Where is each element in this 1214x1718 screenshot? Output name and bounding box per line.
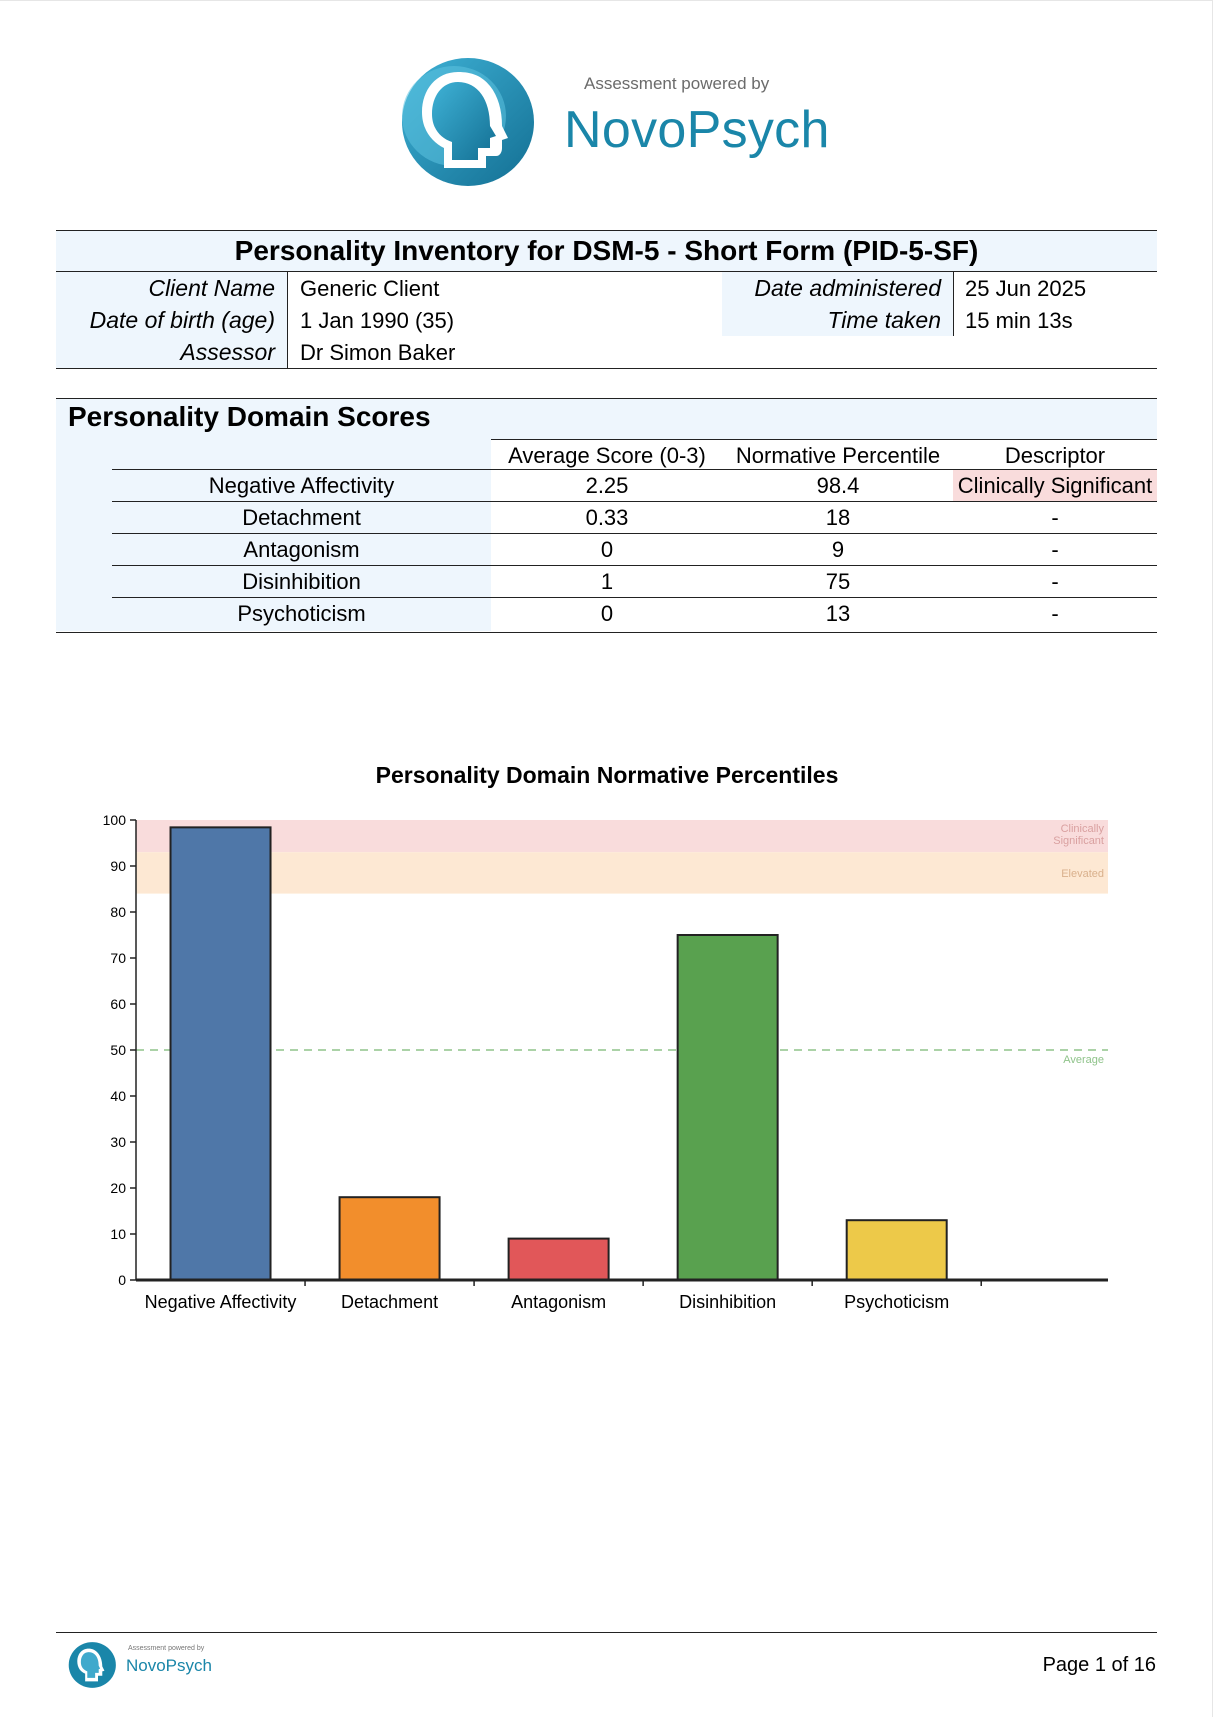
footer-brand: NovoPsych — [126, 1656, 212, 1675]
col-header-average: Average Score (0-3) — [508, 443, 706, 468]
band-label-clinical: Significant — [1053, 835, 1104, 847]
bar-disinhibition — [678, 935, 778, 1280]
cell-domain: Detachment — [242, 505, 361, 530]
cell-domain: Psychoticism — [237, 601, 366, 626]
x-tick-label: Antagonism — [511, 1292, 607, 1312]
cell-domain: Disinhibition — [242, 569, 361, 594]
date-administered-label: Date administered — [754, 275, 941, 301]
cell-percentile: 98.4 — [816, 473, 860, 498]
cell-average: 1 — [600, 569, 614, 594]
cell-domain: Antagonism — [243, 537, 360, 562]
footer-divider — [56, 1632, 1157, 1633]
assessor-label: Assessor — [180, 339, 275, 365]
bar-negative-affectivity — [171, 827, 271, 1280]
x-tick-label: Detachment — [341, 1292, 439, 1312]
assessor-value: Dr Simon Baker — [300, 340, 456, 365]
cell-average: 0 — [600, 537, 614, 562]
band-1 — [136, 852, 1108, 893]
footer-head-logo-icon — [68, 1640, 118, 1690]
y-tick-label: 60 — [110, 996, 126, 1012]
average-label: Average — [1063, 1054, 1104, 1066]
page-number: Page 1 of 16 — [1042, 1654, 1156, 1676]
y-tick-label: 80 — [110, 904, 126, 920]
cell-percentile: 75 — [825, 569, 851, 594]
x-tick-label: Negative Affectivity — [144, 1292, 297, 1312]
scores-heading: Personality Domain Scores — [68, 401, 431, 432]
cell-descriptor: - — [1051, 569, 1059, 594]
cell-domain: Negative Affectivity — [208, 473, 395, 498]
y-tick-label: 100 — [102, 812, 126, 828]
cell-percentile: 18 — [825, 505, 851, 530]
cell-descriptor: - — [1051, 505, 1059, 530]
date-administered-value: 25 Jun 2025 — [965, 276, 1087, 301]
col-header-percentile: Normative Percentile — [735, 443, 941, 468]
y-tick-label: 90 — [110, 858, 126, 874]
cell-descriptor: - — [1051, 537, 1059, 562]
cell-average: 0.33 — [585, 505, 629, 530]
y-tick-label: 0 — [118, 1272, 126, 1288]
client-name-label: Client Name — [148, 275, 275, 301]
col-header-descriptor: Descriptor — [1004, 443, 1106, 468]
bar-antagonism — [509, 1239, 609, 1280]
dob-value: 1 Jan 1990 (35) — [300, 308, 455, 333]
dob-label: Date of birth (age) — [89, 307, 275, 333]
time-taken-value: 15 min 13s — [965, 308, 1073, 333]
chart-title: Personality Domain Normative Percentiles — [375, 762, 839, 788]
cell-average: 2.25 — [585, 473, 629, 498]
report-title: Personality Inventory for DSM-5 - Short Form (PID-5-SF) — [234, 235, 979, 266]
cell-average: 0 — [600, 601, 614, 626]
x-tick-label: Psychoticism — [844, 1292, 950, 1312]
cell-percentile: 13 — [825, 601, 851, 626]
y-tick-label: 20 — [110, 1180, 126, 1196]
y-tick-label: 50 — [110, 1042, 126, 1058]
y-tick-label: 40 — [110, 1088, 126, 1104]
client-name-value: Generic Client — [300, 276, 440, 301]
cell-descriptor: - — [1051, 601, 1059, 626]
footer-logo — [68, 1640, 228, 1690]
powered-by-text: Assessment powered by — [584, 74, 770, 93]
band-label-clinical: Clinically — [1060, 823, 1104, 835]
footer-powered-by: Assessment powered by — [128, 1645, 205, 1652]
y-tick-label: 10 — [110, 1226, 126, 1242]
time-taken-label: Time taken — [827, 307, 941, 333]
band-label-elevated: Elevated — [1061, 867, 1104, 880]
y-tick-label: 70 — [110, 950, 126, 966]
x-tick-label: Disinhibition — [679, 1292, 777, 1312]
cell-percentile: 9 — [831, 537, 845, 562]
bar-psychoticism — [847, 1220, 947, 1280]
cell-descriptor: Clinically Significant — [957, 473, 1153, 498]
band-0 — [136, 820, 1108, 852]
bar-detachment — [340, 1197, 440, 1280]
y-tick-label: 30 — [110, 1134, 126, 1150]
brand-name: NovoPsych — [564, 101, 830, 159]
